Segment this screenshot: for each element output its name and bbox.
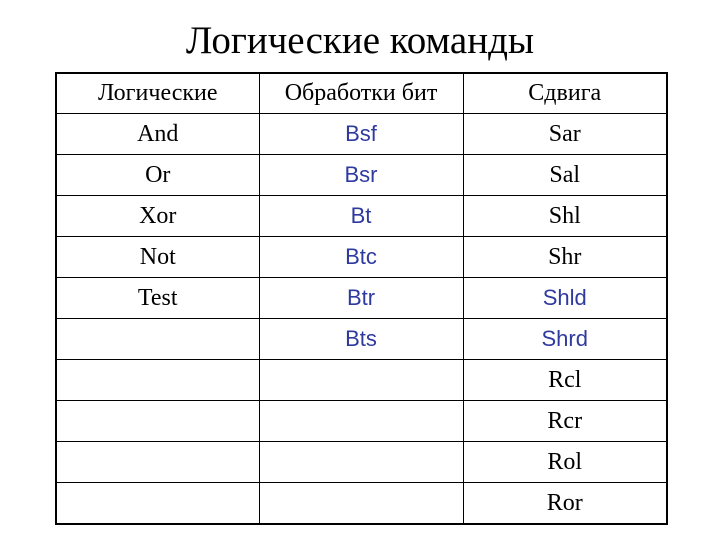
cell-logical: Xor [56, 196, 259, 237]
table-row [56, 360, 667, 401]
cell-logical [56, 442, 259, 483]
cell-shift: Shr [463, 237, 667, 278]
table-row [56, 401, 667, 442]
cell-shift: Shl [463, 196, 667, 237]
header-row [56, 73, 667, 114]
cell-shift: Shrd [463, 319, 667, 360]
table-row [56, 483, 667, 525]
table-row [56, 319, 667, 360]
cell-bit [259, 360, 463, 401]
cell-bit: Bsf [259, 114, 463, 155]
header-logical: Логические [56, 73, 259, 114]
cell-logical [56, 483, 259, 525]
cell-bit: Btr [259, 278, 463, 319]
cell-shift: Sal [463, 155, 667, 196]
cell-shift: Rol [463, 442, 667, 483]
slide-title: Логические команды [185, 19, 535, 62]
commands-table [55, 72, 668, 525]
cell-bit [259, 442, 463, 483]
cell-logical: Test [56, 278, 259, 319]
cell-logical [56, 401, 259, 442]
cell-bit [259, 401, 463, 442]
cell-shift: Sar [463, 114, 667, 155]
cell-bit: Bsr [259, 155, 463, 196]
table-row [56, 114, 667, 155]
cell-bit: Bts [259, 319, 463, 360]
cell-logical [56, 360, 259, 401]
cell-shift: Rcr [463, 401, 667, 442]
table-row [56, 155, 667, 196]
cell-logical [56, 319, 259, 360]
cell-logical: Or [56, 155, 259, 196]
cell-shift: Shld [463, 278, 667, 319]
cell-logical: And [56, 114, 259, 155]
table-row [56, 237, 667, 278]
header-shift: Сдвига [463, 73, 667, 114]
table-row [56, 278, 667, 319]
cell-bit [259, 483, 463, 525]
table-row [56, 196, 667, 237]
cell-bit: Btc [259, 237, 463, 278]
header-bit-processing: Обработки бит [259, 73, 463, 114]
cell-shift: Ror [463, 483, 667, 525]
cell-bit: Bt [259, 196, 463, 237]
table-row [56, 442, 667, 483]
cell-shift: Rcl [463, 360, 667, 401]
cell-logical: Not [56, 237, 259, 278]
